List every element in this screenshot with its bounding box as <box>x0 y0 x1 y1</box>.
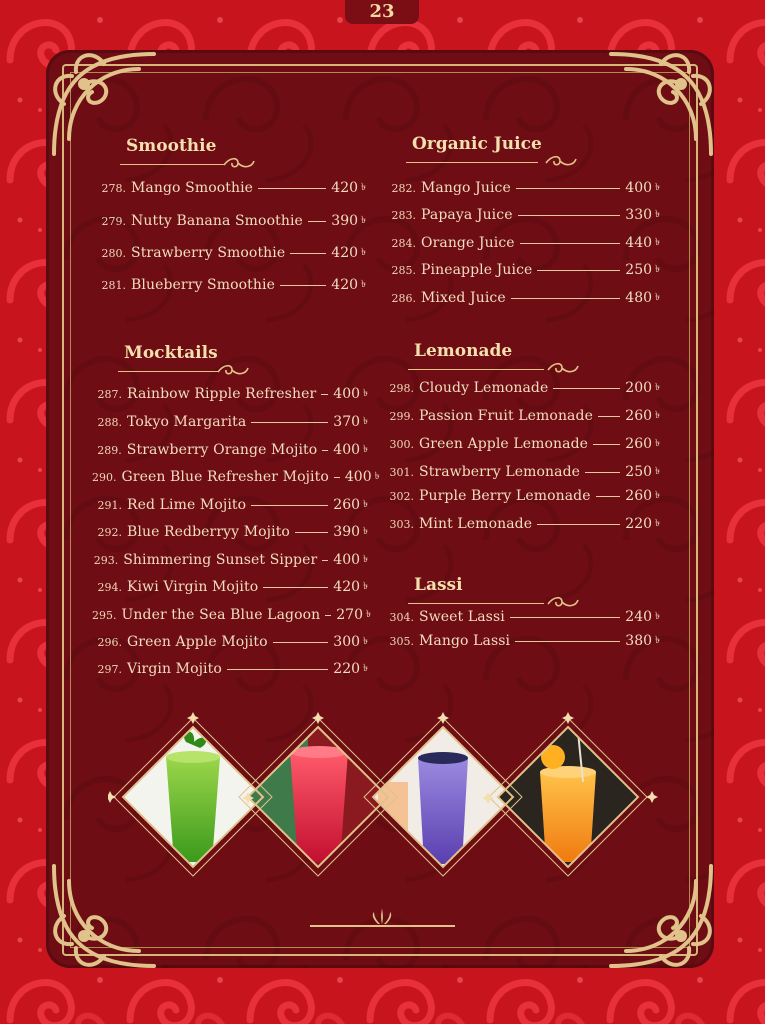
menu-item <box>384 378 660 398</box>
swirl-flourish-icon <box>544 153 578 169</box>
item-price: 270 <box>336 607 363 623</box>
leader-line <box>263 587 328 588</box>
item-name: Sweet Lassi <box>419 609 505 625</box>
item-price: 480 <box>625 290 653 306</box>
leader-line <box>321 394 328 395</box>
item-number: 292. <box>97 525 122 539</box>
item-number: 298. <box>389 381 414 395</box>
menu-item <box>92 605 371 625</box>
item-price: 370 <box>333 414 361 430</box>
menu-item <box>384 462 660 482</box>
item-price: 220 <box>333 661 361 677</box>
item-name: Blue Redberryy Mojito <box>127 524 290 540</box>
currency-symbol: ৳ <box>363 498 368 510</box>
drink-photos <box>108 712 658 880</box>
item-price: 260 <box>625 436 653 452</box>
item-name: Green Apple Mojito <box>127 634 268 650</box>
leader-line <box>334 477 340 478</box>
leader-line <box>273 642 329 643</box>
currency-symbol: ৳ <box>655 181 660 193</box>
item-price: 420 <box>331 277 359 293</box>
menu-item <box>386 205 660 225</box>
section-title-lassi <box>414 575 463 601</box>
menu-item <box>92 632 368 652</box>
section-title-mocktails <box>124 343 218 369</box>
section-lemonade <box>414 341 512 367</box>
item-name: Nutty Banana Smoothie <box>131 213 303 229</box>
item-number: 303. <box>389 517 414 531</box>
leader-line <box>290 253 326 254</box>
menu-item <box>92 412 368 432</box>
currency-symbol: ৳ <box>655 517 660 529</box>
menu-item <box>384 406 660 426</box>
menu-item <box>92 495 368 515</box>
item-number: 288. <box>97 415 122 429</box>
leader-line <box>325 615 331 616</box>
leader-line <box>515 641 620 642</box>
currency-symbol: ৳ <box>655 381 660 393</box>
item-number: 302. <box>389 489 414 503</box>
section-title-lemonade <box>414 341 512 367</box>
section-smoothie <box>126 136 216 162</box>
item-name: Papaya Juice <box>421 207 513 223</box>
item-number: 290. <box>92 470 117 484</box>
section-lassi <box>414 575 463 601</box>
item-name: Mixed Juice <box>421 290 506 306</box>
item-price: 390 <box>331 213 359 229</box>
leader-line <box>227 669 328 670</box>
item-price: 420 <box>331 180 359 196</box>
item-price: 380 <box>625 633 653 649</box>
item-price: 400 <box>344 469 372 485</box>
item-name: Orange Juice <box>421 235 515 251</box>
item-number: 293. <box>93 553 119 567</box>
currency-symbol: ৳ <box>361 246 366 258</box>
currency-symbol: ৳ <box>363 553 368 565</box>
title-underline <box>408 369 544 370</box>
item-number: 295. <box>92 608 117 622</box>
divider-ornament-icon <box>310 904 455 934</box>
menu-item <box>384 631 660 651</box>
item-number: 278. <box>101 181 126 195</box>
currency-symbol: ৳ <box>655 437 660 449</box>
currency-symbol: ৳ <box>655 465 660 477</box>
menu-item <box>386 178 660 198</box>
currency-symbol: ৳ <box>363 635 368 647</box>
currency-symbol: ৳ <box>363 387 368 399</box>
item-name: Kiwi Virgin Mojito <box>127 579 259 595</box>
item-price: 400 <box>333 442 361 458</box>
item-name: Mango Lassi <box>419 633 511 649</box>
item-number: 284. <box>391 236 416 250</box>
item-name: Mango Juice <box>421 180 511 196</box>
item-name: Pineapple Juice <box>421 262 533 278</box>
currency-symbol: ৳ <box>366 608 371 620</box>
menu-item <box>386 233 660 253</box>
menu-item <box>386 260 660 280</box>
item-number: 296. <box>97 635 122 649</box>
item-price: 200 <box>625 380 653 396</box>
currency-symbol: ৳ <box>361 278 366 290</box>
item-name: Rainbow Ripple Refresher <box>127 386 317 402</box>
leader-line <box>511 298 621 299</box>
leader-line <box>322 450 328 451</box>
leader-line <box>295 532 328 533</box>
item-price: 390 <box>333 524 361 540</box>
item-name: Blueberry Smoothie <box>131 277 275 293</box>
item-price: 400 <box>333 386 361 402</box>
item-number: 280. <box>101 246 126 260</box>
item-price: 260 <box>625 408 653 424</box>
item-price: 250 <box>625 464 653 480</box>
item-price: 440 <box>625 235 653 251</box>
menu-item <box>92 440 368 460</box>
item-number: 286. <box>391 291 416 305</box>
leader-line <box>593 444 620 445</box>
currency-symbol: ৳ <box>655 610 660 622</box>
item-price: 260 <box>625 488 653 504</box>
item-name: Strawberry Orange Mojito <box>126 442 318 458</box>
section-title-text: Mocktails <box>124 343 218 363</box>
leader-line <box>520 243 621 244</box>
menu-item <box>96 178 366 198</box>
item-number: 300. <box>389 437 414 451</box>
item-number: 287. <box>97 387 122 401</box>
item-price: 300 <box>333 634 361 650</box>
currency-symbol: ৳ <box>363 580 368 592</box>
item-number: 297. <box>97 662 122 676</box>
leader-line <box>585 472 620 473</box>
item-number: 304. <box>389 610 414 624</box>
item-name: Mint Lemonade <box>419 516 533 532</box>
item-price: 400 <box>625 180 653 196</box>
item-number: 282. <box>391 181 416 195</box>
section-title-smoothie <box>126 136 216 162</box>
leader-line <box>510 617 620 618</box>
page-number: 23 <box>345 0 419 24</box>
item-name: Shimmering Sunset Sipper <box>123 552 318 568</box>
item-name: Purple Berry Lemonade <box>419 488 591 504</box>
item-price: 250 <box>625 262 653 278</box>
title-underline <box>406 162 538 163</box>
menu-item <box>384 486 660 506</box>
item-number: 299. <box>389 409 414 423</box>
leader-line <box>537 524 620 525</box>
section-mocktails <box>124 343 218 369</box>
menu-item <box>92 577 368 597</box>
menu-item <box>92 522 368 542</box>
title-underline <box>408 603 544 604</box>
leader-line <box>308 221 326 222</box>
currency-symbol: ৳ <box>655 489 660 501</box>
item-name: Strawberry Smoothie <box>131 245 286 261</box>
section-title-text: Lassi <box>414 575 463 595</box>
item-name: Tokyo Margarita <box>127 414 247 430</box>
menu-item <box>92 467 380 487</box>
currency-symbol: ৳ <box>374 470 380 482</box>
leader-line <box>598 416 620 417</box>
menu-item <box>96 243 366 263</box>
leader-line <box>280 285 326 286</box>
currency-symbol: ৳ <box>363 662 368 674</box>
item-price: 420 <box>333 579 361 595</box>
corner-ornament-icon <box>601 44 721 164</box>
leader-line <box>258 188 326 189</box>
leader-line <box>251 505 328 506</box>
item-number: 281. <box>101 278 126 292</box>
section-organic-juice <box>412 134 542 160</box>
currency-symbol: ৳ <box>363 525 368 537</box>
item-name: Green Apple Lemonade <box>419 436 589 452</box>
swirl-flourish-icon <box>222 155 256 171</box>
leader-line <box>596 496 621 497</box>
item-name: Strawberry Lemonade <box>419 464 581 480</box>
leader-line <box>553 388 620 389</box>
item-name: Under the Sea Blue Lagoon <box>121 607 321 623</box>
item-number: 279. <box>101 214 126 228</box>
swirl-flourish-icon <box>216 362 250 378</box>
leader-line <box>537 270 620 271</box>
menu-item <box>96 275 366 295</box>
item-number: 283. <box>391 208 416 222</box>
leader-line <box>322 560 328 561</box>
section-title-organic-juice <box>412 134 542 160</box>
currency-symbol: ৳ <box>363 443 368 455</box>
leader-line <box>516 188 620 189</box>
section-title-text: Lemonade <box>414 341 513 361</box>
item-number: 291. <box>97 498 122 512</box>
item-number: 305. <box>389 634 414 648</box>
item-name: Green Blue Refresher Mojito <box>121 469 329 485</box>
menu-item <box>384 514 660 534</box>
menu-item <box>384 607 660 627</box>
leader-line <box>251 422 328 423</box>
item-number: 289. <box>97 443 122 457</box>
menu-item <box>92 659 368 679</box>
item-price: 260 <box>333 497 361 513</box>
item-name: Passion Fruit Lemonade <box>419 408 593 424</box>
item-name: Cloudy Lemonade <box>419 380 549 396</box>
item-price: 220 <box>625 516 653 532</box>
orange-juice-photo <box>488 712 658 880</box>
item-name: Mango Smoothie <box>131 180 254 196</box>
currency-symbol: ৳ <box>655 291 660 303</box>
item-number: 301. <box>389 465 414 479</box>
currency-symbol: ৳ <box>363 415 368 427</box>
item-number: 285. <box>391 263 416 277</box>
currency-symbol: ৳ <box>361 181 366 193</box>
currency-symbol: ৳ <box>655 208 660 220</box>
title-underline <box>120 164 224 165</box>
menu-item <box>92 384 368 404</box>
menu-item <box>96 211 366 231</box>
currency-symbol: ৳ <box>655 263 660 275</box>
item-price: 400 <box>333 552 361 568</box>
item-price: 240 <box>625 609 653 625</box>
leader-line <box>518 215 621 216</box>
item-name: Virgin Mojito <box>127 661 222 677</box>
currency-symbol: ৳ <box>655 409 660 421</box>
title-underline <box>118 371 218 372</box>
menu-item <box>384 434 660 454</box>
currency-symbol: ৳ <box>361 214 366 226</box>
item-name: Red Lime Mojito <box>127 497 247 513</box>
swirl-flourish-icon <box>546 360 580 376</box>
section-title-text: Organic Juice <box>412 134 542 154</box>
item-price: 420 <box>331 245 359 261</box>
menu-item <box>386 288 660 308</box>
item-price: 330 <box>625 207 653 223</box>
menu-item <box>92 550 368 570</box>
currency-symbol: ৳ <box>655 236 660 248</box>
item-number: 294. <box>97 580 122 594</box>
section-title-text: Smoothie <box>126 136 217 156</box>
currency-symbol: ৳ <box>655 634 660 646</box>
